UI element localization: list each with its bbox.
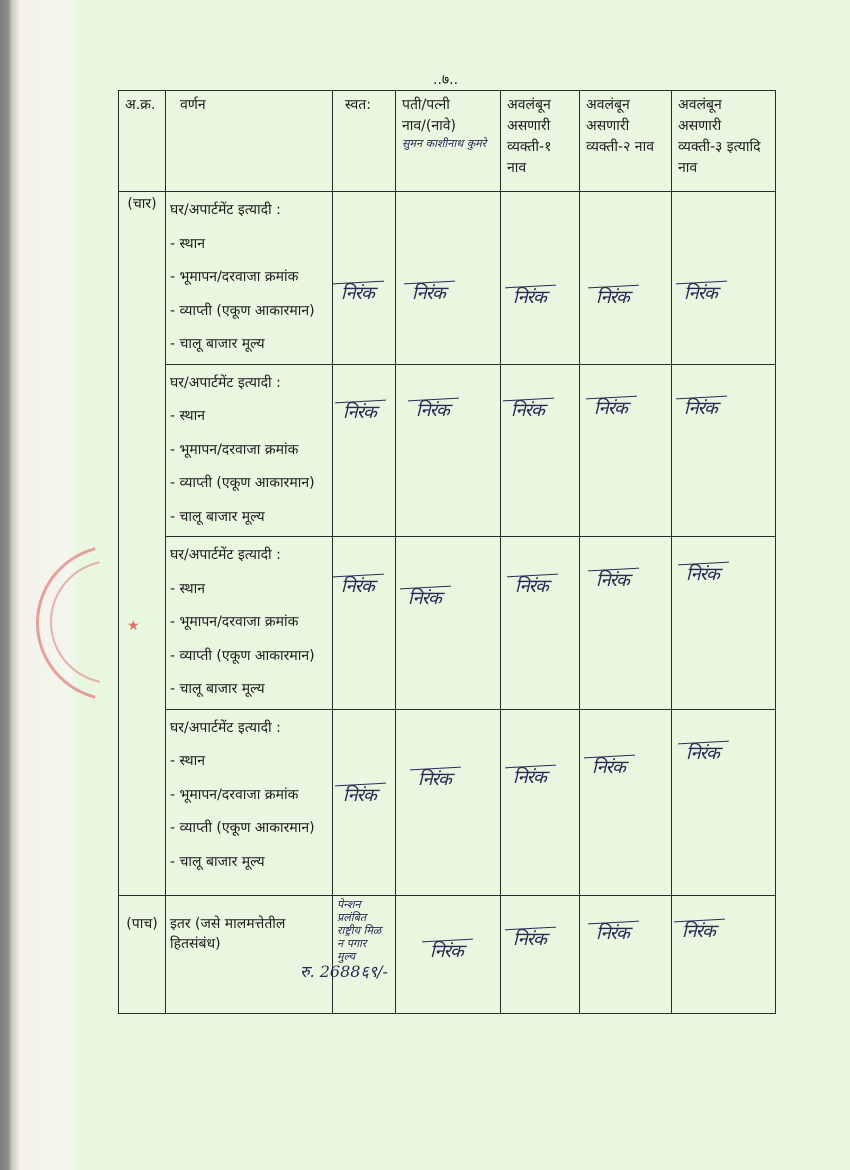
nil-entry: निरंक (418, 768, 451, 790)
entry-self (333, 537, 396, 710)
house-market-value: - चालू बाजार मूल्य (170, 508, 265, 525)
house-market-value: - चालू बाजार मूल्य (170, 681, 265, 697)
entry-dependent-2 (580, 364, 672, 537)
nil-entry: निरंक (343, 401, 376, 423)
entry-spouse (396, 364, 501, 537)
spouse-handwritten-name: सुमन काशीनाथ कुमरे (402, 137, 487, 150)
other-interests-description: इतर (जसे मालमत्तेतील हितसंबंध) (166, 895, 333, 1013)
nil-entry: निरंक (341, 576, 374, 597)
house-row-2 (119, 364, 776, 537)
entry-self (333, 364, 396, 537)
entry-dependent-3 (672, 709, 776, 895)
house-location: - स्थान (170, 753, 206, 769)
nil-entry: निरंक (513, 766, 546, 788)
nil-entry: निरंक (412, 283, 445, 304)
entry-dependent-1 (501, 192, 580, 365)
house-survey-number: - भूमापन/दरवाजा क्रमांक (170, 786, 299, 803)
entry-dependent-3-other (672, 895, 776, 1013)
house-survey-number: - भूमापन/दरवाजा क्रमांक (170, 614, 299, 630)
serial-four: (चार) (119, 192, 166, 896)
entry-dependent-2 (580, 192, 672, 365)
other-interests-row (119, 895, 776, 1013)
header-row (119, 91, 776, 192)
house-title: घर/अपार्टमेंट इत्यादी : (170, 202, 281, 218)
nil-entry: निरंक (596, 287, 629, 308)
nil-entry: निरंक (513, 287, 546, 308)
house-market-value: - चालू बाजार मूल्य (170, 336, 265, 352)
entry-spouse (396, 192, 501, 365)
header-description: वर्णन (166, 91, 333, 192)
serial-five: (पाच) (119, 895, 166, 1013)
nil-entry: निरंक (686, 742, 719, 764)
house-extent: - व्याप्ती (एकूण आकारमान) (170, 475, 315, 491)
house-location: - स्थान (170, 235, 206, 252)
house-survey-number: - भूमापन/दरवाजा क्रमांक (170, 269, 299, 285)
header-serial: अ.क्र. (119, 91, 166, 192)
asset-declaration-table (118, 90, 776, 1014)
house-description-3 (166, 537, 333, 710)
entry-dependent-1 (501, 364, 580, 537)
house-title: घर/अपार्टमेंट इत्यादी : (170, 547, 281, 563)
house-description-1 (166, 192, 333, 365)
entry-dependent-3 (672, 537, 776, 710)
nil-entry: निरंक (684, 397, 717, 419)
entry-self (333, 192, 396, 365)
entry-spouse (396, 709, 501, 895)
house-title: घर/अपार्टमेंट इत्यादी : (170, 374, 281, 391)
header-dependent-1: अवलंबून असणारी व्यक्ती-१ नाव (501, 91, 580, 192)
house-row-4 (119, 709, 776, 895)
house-row-1 (119, 192, 776, 365)
house-row-3 (119, 537, 776, 710)
house-location: - स्थान (170, 580, 206, 597)
nil-entry: निरंक (682, 920, 715, 942)
nil-entry: निरंक (511, 399, 544, 421)
house-title: घर/अपार्टमेंट इत्यादी : (170, 719, 281, 736)
page-number: ..७.. (433, 72, 459, 88)
nil-entry: निरंक (416, 399, 449, 421)
house-location: - स्थान (170, 408, 206, 424)
header-dependent-3: अवलंबून असणारी व्यक्ती-३ इत्यादि नाव (672, 91, 776, 192)
entry-dependent-1-other (501, 895, 580, 1013)
entry-dependent-2 (580, 709, 672, 895)
nil-entry: निरंक (515, 576, 548, 597)
entry-dependent-2-other (580, 895, 672, 1013)
header-spouse (396, 91, 501, 192)
nil-entry: निरंक (684, 283, 717, 304)
nil-entry: निरंक (341, 283, 374, 304)
nil-entry: निरंक (596, 570, 629, 591)
entry-spouse-other (396, 895, 501, 1013)
entry-self (333, 709, 396, 895)
stamp-star-icon: ★ (127, 618, 140, 634)
house-extent: - व्याप्ती (एकूण आकारमान) (170, 820, 315, 836)
house-extent: - व्याप्ती (एकूण आकारमान) (170, 302, 315, 319)
house-market-value: - चालू बाजार मूल्य (170, 853, 265, 870)
house-description-4 (166, 709, 333, 895)
nil-entry: निरंक (686, 564, 719, 585)
entry-dependent-1 (501, 709, 580, 895)
nil-entry: निरंक (408, 588, 441, 609)
entry-dependent-3 (672, 364, 776, 537)
entry-dependent-2 (580, 537, 672, 710)
header-dependent-2: अवलंबून असणारी व्यक्ती-२ नाव (580, 91, 672, 192)
nil-entry: निरंक (592, 756, 625, 778)
nil-entry: निरंक (596, 922, 629, 944)
house-description-2 (166, 364, 333, 537)
nil-entry: निरंक (343, 784, 376, 806)
entry-dependent-3 (672, 192, 776, 365)
house-survey-number: - भूमापन/दरवाजा क्रमांक (170, 441, 299, 458)
house-extent: - व्याप्ती (एकूण आकारमान) (170, 647, 315, 664)
nil-entry: निरंक (430, 940, 463, 962)
header-spouse-label: पती/पत्नी नाव/(नावे) (402, 97, 457, 134)
nil-entry: निरंक (513, 928, 546, 950)
self-handwritten-note: पेन्शन प्रलंबित राष्ट्रीय मिळ न पगार मुल्य (337, 897, 382, 963)
self-amount-handwritten: रु. 2688६९/- (300, 962, 388, 981)
entry-self-other (333, 895, 396, 1013)
header-self: स्वत: (333, 91, 396, 192)
entry-spouse (396, 537, 501, 710)
nil-entry: निरंक (594, 397, 627, 419)
entry-dependent-1 (501, 537, 580, 710)
